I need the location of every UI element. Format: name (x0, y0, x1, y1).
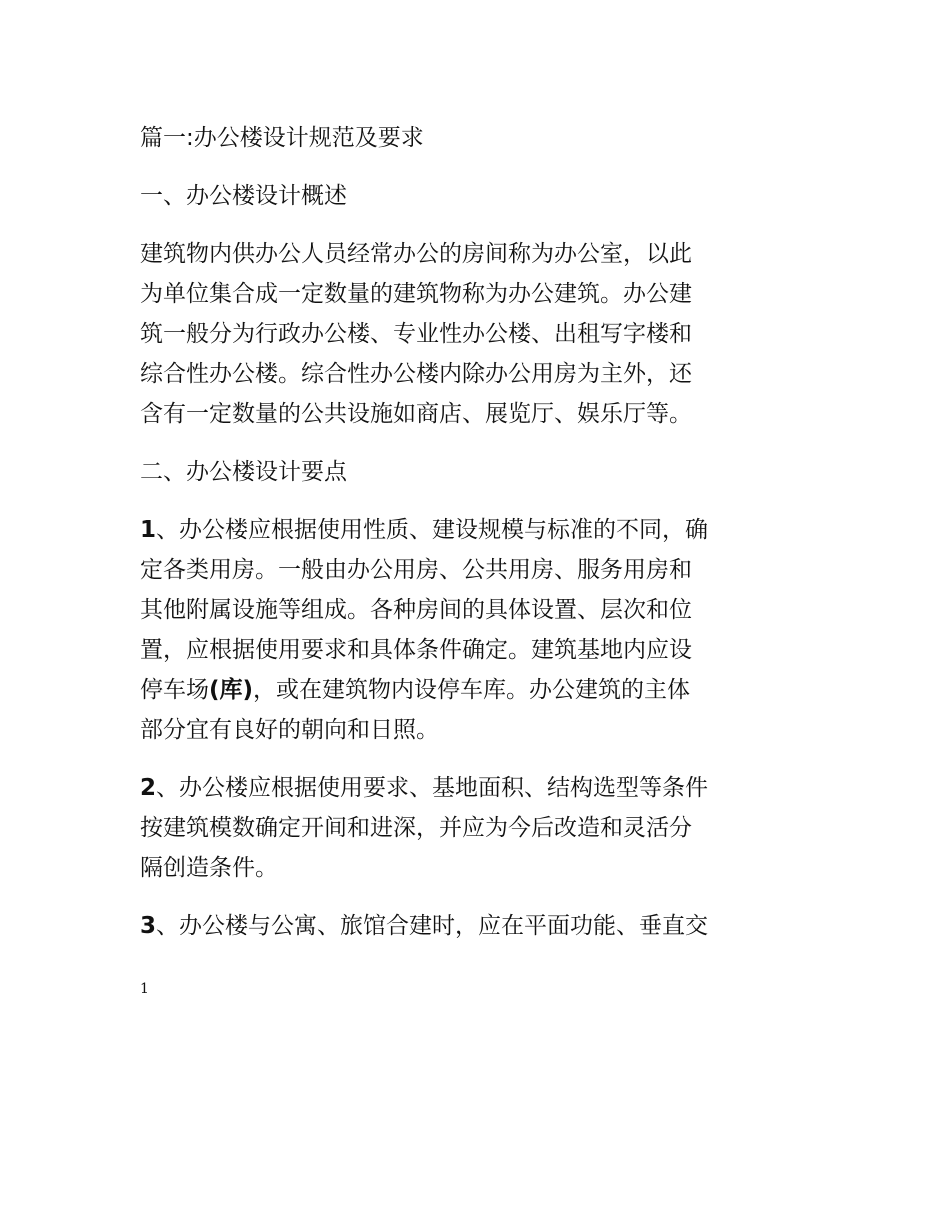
paragraph-line (140, 906, 810, 946)
section-heading-key-points: 二、办公楼设计要点 (140, 459, 347, 485)
document-body (140, 118, 810, 946)
paragraph-line: 定各类用房。一般由办公用房、公共用房、服务用房和 (140, 557, 692, 583)
paragraph-line (140, 510, 810, 550)
item-text: 、办公楼与公寓、旅馆合建时，应在平面功能、垂直交 (156, 913, 709, 939)
paragraph-line: 置，应根据使用要求和具体条件确定。建筑基地内应设 (140, 637, 692, 663)
list-item-1 (140, 510, 810, 750)
item-text: 、办公楼应根据使用要求、基地面积、结构选型等条件 (156, 775, 709, 801)
paragraph-line: 为单位集合成一定数量的建筑物称为办公建筑。办公建 (140, 281, 692, 307)
chapter-title: 篇一:办公楼设计规范及要求 (140, 125, 424, 151)
item-number: 2 (140, 775, 157, 801)
list-item-3 (140, 906, 810, 946)
spacer (140, 216, 810, 234)
item-text: 、办公楼应根据使用性质、建设规模与标准的不同，确 (156, 517, 709, 543)
paragraph-line: 含有一定数量的公共设施如商店、展览厅、娱乐厅等。 (140, 401, 692, 427)
item-number: 3 (140, 913, 157, 939)
paragraph-line (140, 768, 810, 808)
paragraph-overview (140, 234, 810, 434)
page-number: 1 (140, 981, 149, 997)
spacer (140, 158, 810, 176)
paragraph-line: 隔创造条件。 (140, 855, 278, 881)
item-text: ，或在建筑物内设停车库。办公建筑的主体 (253, 677, 691, 703)
paragraph-line (140, 670, 810, 710)
paragraph-line: 建筑物内供办公人员经常办公的房间称为办公室，以此 (140, 241, 692, 267)
spacer (140, 888, 810, 906)
paragraph-line: 部分宜有良好的朝向和日照。 (140, 717, 439, 743)
paragraph-line: 综合性办公楼。综合性办公楼内除办公用房为主外，还 (140, 361, 692, 387)
spacer (140, 434, 810, 452)
parenthetical-text: (库) (209, 677, 254, 703)
spacer (140, 750, 810, 768)
item-number: 1 (140, 517, 157, 543)
section-heading-overview: 一、办公楼设计概述 (140, 183, 347, 209)
list-item-2 (140, 768, 810, 888)
spacer (140, 492, 810, 510)
paragraph-line: 筑一般分为行政办公楼、专业性办公楼、出租写字楼和 (140, 321, 692, 347)
paragraph-line: 其他附属设施等组成。各种房间的具体设置、层次和位 (140, 597, 692, 623)
item-text: 停车场 (140, 677, 209, 703)
paragraph-line: 按建筑模数确定开间和进深，并应为今后改造和灵活分 (140, 815, 692, 841)
